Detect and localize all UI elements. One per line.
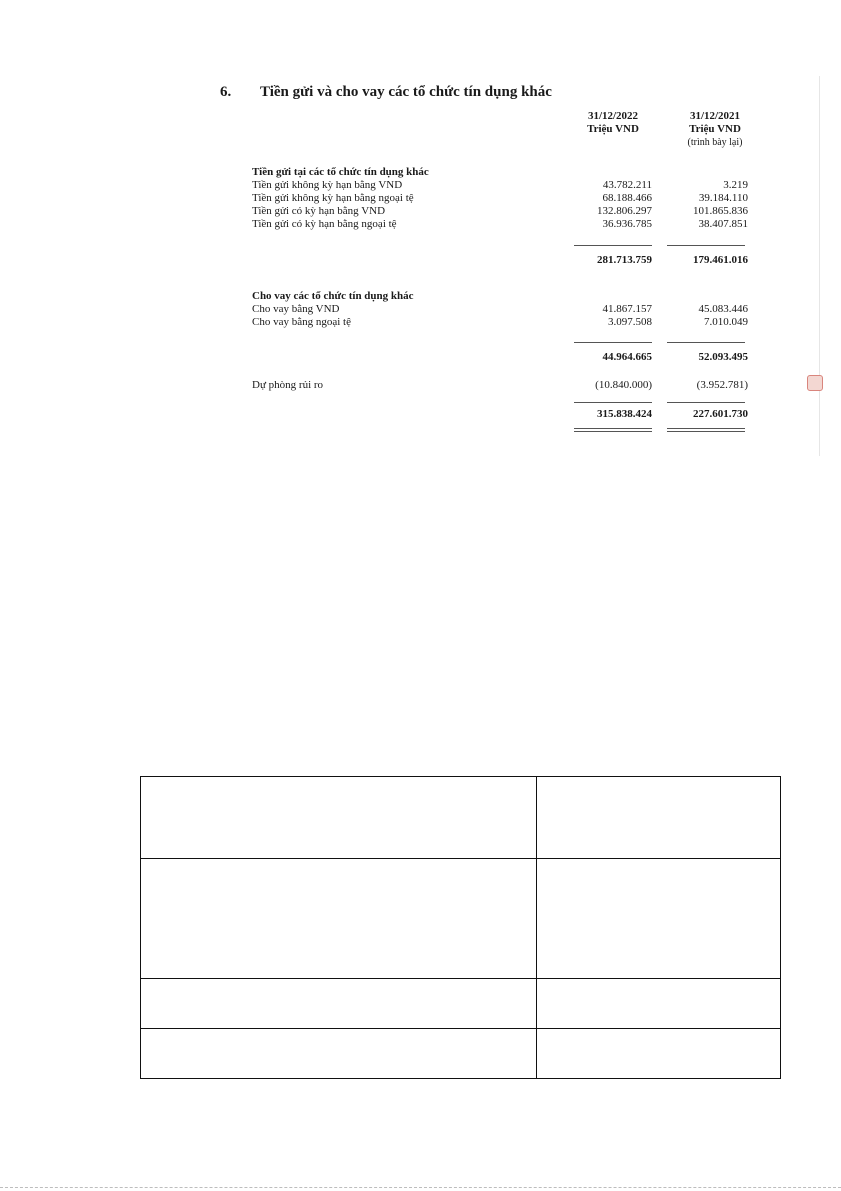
table-row-label: Tiền gửi có kỳ hạn bằng VND — [252, 205, 386, 217]
column-date: 31/12/2021 — [689, 110, 741, 122]
table-row-label: Tiền gửi có kỳ hạn bằng ngoại tệ — [252, 218, 397, 230]
table-row-value-2021: 39.184.110 — [698, 192, 748, 204]
subtotal-rule — [667, 245, 745, 246]
deposits-total-2021: 179.461.016 — [693, 254, 748, 266]
loans-total-2021: 52.093.495 — [698, 351, 748, 363]
scanned-financial-table — [180, 76, 820, 456]
table-cell — [141, 1029, 537, 1079]
loans-total-2022: 44.964.665 — [602, 351, 652, 363]
table-row-label: Cho vay bằng VND — [252, 303, 340, 315]
empty-grid-table — [140, 776, 781, 1079]
deposits-total-2022: 281.713.759 — [597, 254, 652, 266]
table-row-value-2022: 43.782.211 — [602, 179, 652, 191]
column-date: 31/12/2022 — [587, 110, 639, 122]
table-row-label: Tiền gửi không kỳ hạn bằng VND — [252, 179, 403, 191]
table-row-value-2021: 3.219 — [723, 179, 748, 191]
table-cell — [141, 777, 537, 859]
red-stamp — [807, 375, 823, 447]
subtotal-rule — [667, 342, 745, 343]
table-cell — [537, 777, 781, 859]
table-row-label: Tiền gửi không kỳ hạn bằng ngoại tệ — [252, 192, 414, 204]
section-number: 6. — [220, 84, 232, 100]
table-row-value-2021: 38.407.851 — [698, 218, 748, 230]
table-row-value-2022: 41.867.157 — [602, 303, 652, 315]
table-row-value-2022: 3.097.508 — [608, 316, 652, 328]
double-rule — [574, 431, 652, 432]
deposits-heading: Tiền gửi tại các tổ chức tín dụng khác — [252, 166, 429, 178]
table-cell — [141, 859, 537, 979]
section-title: Tiền gửi và cho vay các tổ chức tín dụng khác — [260, 84, 552, 100]
table-row-value-2021: 45.083.446 — [698, 303, 748, 315]
table-row-value-2022: 36.936.785 — [602, 218, 652, 230]
double-rule — [667, 428, 745, 429]
column-unit: Triệu VND — [689, 123, 741, 135]
grand-total-2021: 227.601.730 — [693, 408, 748, 420]
subtotal-rule — [574, 342, 652, 343]
column-header-2021 — [660, 110, 770, 149]
table-row-value-2022: 132.806.297 — [597, 205, 652, 217]
page-bottom-divider — [0, 1187, 841, 1189]
total-rule — [667, 402, 745, 403]
table-row-value-2021: 7.010.049 — [704, 316, 748, 328]
total-rule — [574, 402, 652, 403]
loans-heading: Cho vay các tổ chức tín dụng khác — [252, 290, 414, 302]
table-cell — [537, 1029, 781, 1079]
column-unit: Triệu VND — [587, 123, 639, 135]
table-cell — [141, 979, 537, 1029]
stamp-seal-icon — [807, 375, 823, 391]
column-note: (trình bày lại) — [687, 137, 743, 148]
double-rule — [574, 428, 652, 429]
table-cell — [537, 859, 781, 979]
provision-2022: (10.840.000) — [595, 379, 652, 391]
grand-total-2022: 315.838.424 — [597, 408, 652, 420]
double-rule — [667, 431, 745, 432]
table-row-label: Cho vay bằng ngoại tệ — [252, 316, 351, 328]
subtotal-rule — [574, 245, 652, 246]
provision-2021: (3.952.781) — [696, 379, 748, 391]
column-header-2022 — [558, 110, 668, 136]
table-row-value-2021: 101.865.836 — [693, 205, 748, 217]
provision-label: Dự phòng rủi ro — [252, 379, 324, 391]
table-row-value-2022: 68.188.466 — [602, 192, 652, 204]
table-cell — [537, 979, 781, 1029]
